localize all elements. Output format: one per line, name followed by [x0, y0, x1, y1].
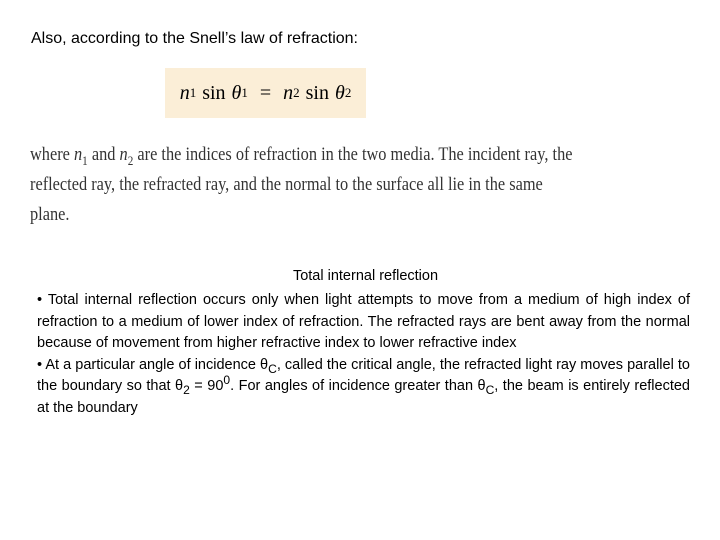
where-n2-sub: 2	[127, 152, 134, 168]
bullet2-text-6: , the beam is entirely reflected at the boundary	[37, 378, 690, 416]
where-text-2: and	[87, 144, 120, 165]
bullet2-sub-c2: C	[485, 383, 495, 398]
section-body	[37, 290, 690, 420]
formula-theta1: θ	[231, 81, 242, 104]
bullet2-term: critical angle	[351, 356, 432, 373]
bullet1-marker: •	[37, 292, 48, 308]
where-n2: n	[119, 144, 128, 165]
formula-n1: n	[179, 81, 190, 104]
formula-sin2: sin	[305, 81, 329, 104]
formula-equals: =	[259, 81, 272, 104]
where-n1-sub: 1	[82, 152, 88, 168]
intro-text: Also, according to the Snell’s law of refraction:	[31, 30, 358, 47]
bullet-critical-angle	[37, 355, 690, 420]
bullet2-text-2: , called the	[276, 356, 352, 373]
bullet-total-internal-reflection	[37, 290, 690, 355]
bullet1-term: Total internal reflection	[47, 292, 197, 308]
where-n1: n	[74, 144, 83, 165]
bullet1-text: occurs only when light attempts to move from a medium of high index of refraction to a medium of lower index of refraction. The refracted rays are bent away from the normal because of movement from higher refractive index to lower refractive index	[37, 292, 691, 352]
snell-formula: n 1 sin θ 1 = n 2 sin θ 2	[165, 68, 366, 118]
bullet2-text-1: • At a particular angle of incidence θ	[37, 356, 269, 373]
bullet2-sup-degree: 0	[223, 373, 231, 388]
formula-theta2: θ	[334, 81, 345, 104]
section-title: Total internal reflection	[292, 268, 439, 284]
snell-explanation	[30, 140, 578, 230]
where-text-1: where	[30, 144, 75, 165]
bullet2-sub-c1: C	[268, 361, 277, 376]
formula-n2: n	[283, 81, 294, 104]
bullet2-sub-2: 2	[183, 383, 190, 398]
bullet2-text-5: . For angles of incidence greater than θ	[230, 378, 486, 395]
bullet2-text-4: = 90	[189, 378, 224, 395]
formula-sin1: sin	[202, 81, 226, 104]
bullet2-text-3: , the refracted light ray moves parallel to the boundary so that θ	[37, 356, 690, 395]
where-text-3: are the indices of refraction in the two media. The incident ray, the reflected ray, the refracted ray, and the normal to the surface all lie in the same plane.	[30, 144, 573, 225]
